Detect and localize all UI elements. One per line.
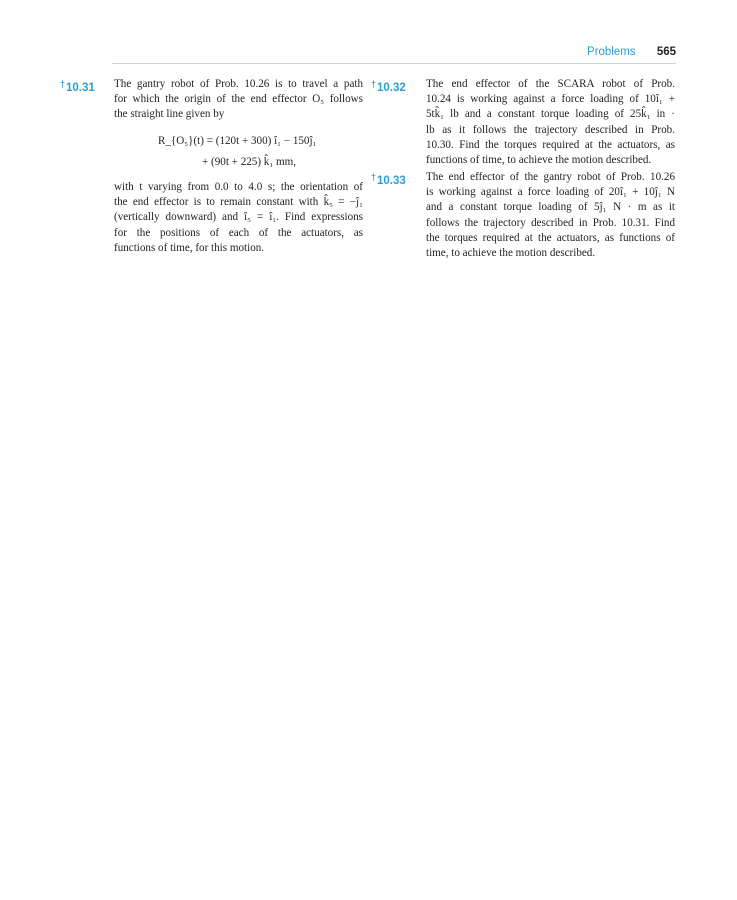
dagger-marker: † <box>371 172 377 182</box>
problem-number <box>371 170 406 189</box>
problem-number <box>371 77 406 96</box>
problem-number <box>60 77 95 96</box>
text-line: with t varying from 0.0 to 4.0 s; the orientation of <box>114 181 363 194</box>
text-line: for the positions of each of the actuators, as <box>114 226 363 239</box>
text-line: 5tk̂₁ lb and a constant torque loading of 25k̂₁ in · <box>426 108 675 121</box>
text-line: (vertically downward) and î₅ = î₁. Find expressions <box>114 211 363 224</box>
text-line: 10.24 is working against a force loading of 10î₁ + <box>426 93 675 106</box>
text-line: The gantry robot of Prob. 10.26 is to travel a path <box>114 78 363 90</box>
problem-number-value: 10.32 <box>377 82 406 94</box>
equation-line: + (90t + 225) k̂₁ mm, <box>202 155 297 168</box>
text-line: the end effector is to remain constant with k̂₅ = −ĵ₁ <box>114 196 363 209</box>
problem-number-value: 10.33 <box>377 175 406 187</box>
page-number: 565 <box>656 46 676 58</box>
header-rule <box>112 63 676 64</box>
running-head <box>0 44 676 60</box>
text-line: follows the trajectory described in Prob. 10.31. Find <box>426 216 675 229</box>
text-line: the torques required at the actuators, as functions of <box>426 231 675 244</box>
text-line: The end effector of the SCARA robot of Prob. <box>426 78 675 90</box>
section-title: Problems <box>587 46 636 58</box>
problem-text <box>114 77 363 256</box>
text-line: for which the origin of the end effector O₅ follows <box>114 93 363 106</box>
problem-text <box>426 170 675 261</box>
problem-text <box>426 77 675 168</box>
problem-number-value: 10.31 <box>66 82 95 94</box>
dagger-marker: † <box>60 79 66 89</box>
text-line: the straight line given by <box>114 108 225 121</box>
text-line: time, to achieve the motion described. <box>426 247 596 260</box>
equation-line: R_{O₅}(t) = (120t + 300) î₁ − 150ĵ₁ <box>158 134 317 147</box>
text-line: lb as it follows the trajectory described in Prob. <box>426 123 675 136</box>
text-line: 10.30. Find the torques required at the actuators, as <box>426 138 675 151</box>
text-line: functions of time, to achieve the motion described. <box>426 154 652 167</box>
text-line: functions of time, for this motion. <box>114 241 265 254</box>
text-line: is working against a force loading of 20î₁ + 10ĵ₁ N <box>426 186 675 199</box>
text-line: and a constant torque loading of 5ĵ₁ N · m as it <box>426 201 675 214</box>
text-line: The end effector of the gantry robot of Prob. 10.26 <box>426 171 675 183</box>
dagger-marker: † <box>371 79 377 89</box>
